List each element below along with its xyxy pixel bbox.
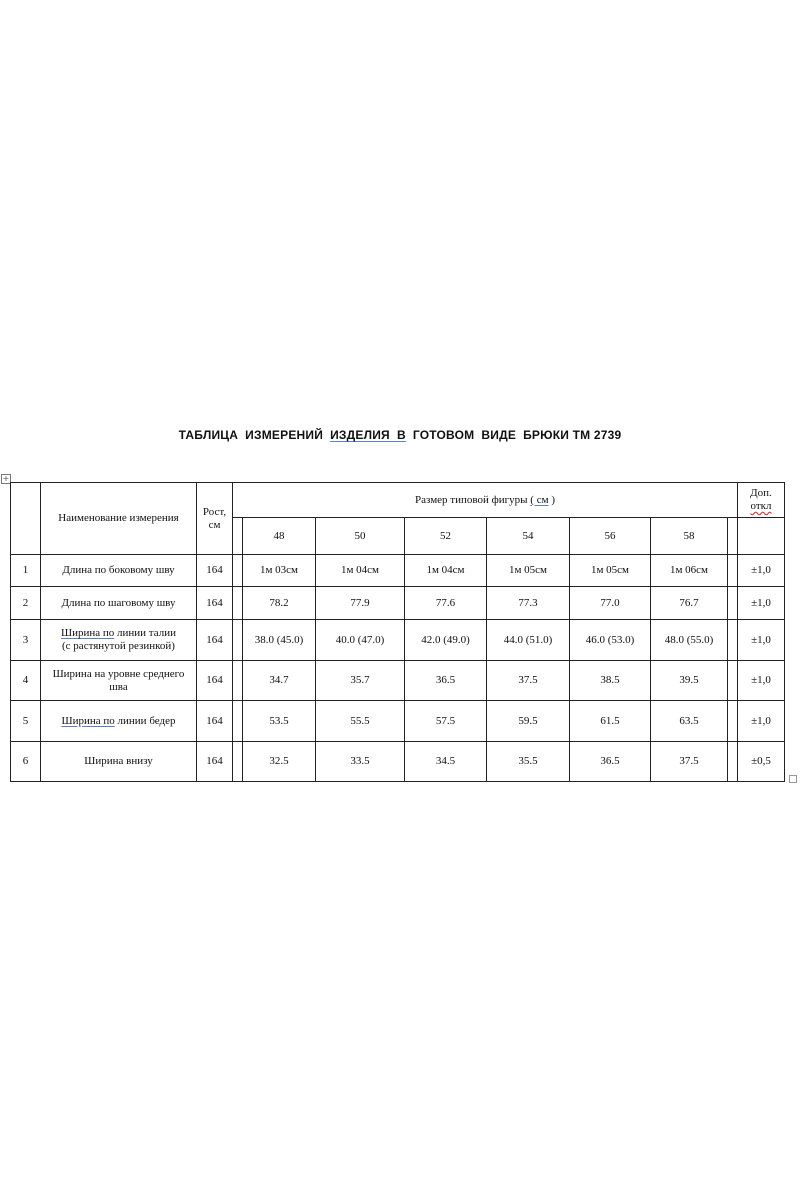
measurement-table bbox=[10, 482, 785, 782]
tolerance-value: ±1,0 bbox=[738, 587, 785, 620]
value-cell: 34.5 bbox=[405, 742, 487, 782]
spacer-cell bbox=[728, 620, 738, 661]
size-header-prefix: Размер типовой фигуры bbox=[415, 493, 531, 506]
value-cell: 37.5 bbox=[487, 661, 570, 701]
value-cell: 38.5 bbox=[570, 661, 651, 701]
height-header-line1: Рост, bbox=[202, 505, 227, 518]
measurement-name-text: Ширина на уровне среднего bbox=[52, 667, 185, 680]
size-48-header: 48 bbox=[243, 518, 316, 555]
spacer-cell bbox=[233, 518, 243, 555]
measurement-name bbox=[41, 587, 197, 620]
size-50-header: 50 bbox=[316, 518, 405, 555]
value-cell: 38.0 (45.0) bbox=[243, 620, 316, 661]
row-number: 1 bbox=[11, 555, 41, 587]
spacer-cell bbox=[728, 701, 738, 742]
value-cell: 34.7 bbox=[243, 661, 316, 701]
value-cell: 33.5 bbox=[316, 742, 405, 782]
measurement-name bbox=[41, 742, 197, 782]
value-cell: 55.5 bbox=[316, 701, 405, 742]
num-header-cell bbox=[11, 483, 41, 555]
size-52-header: 52 bbox=[405, 518, 487, 555]
measurement-name-line2: шва bbox=[109, 680, 128, 693]
value-cell: 77.3 bbox=[487, 587, 570, 620]
value-cell: 53.5 bbox=[243, 701, 316, 742]
table-row bbox=[11, 555, 785, 587]
value-cell: 1м 05см bbox=[570, 555, 651, 587]
value-cell: 36.5 bbox=[570, 742, 651, 782]
value-cell: 1м 06см bbox=[651, 555, 728, 587]
name-header: Наименование измерения bbox=[58, 512, 179, 524]
value-cell: 48.0 (55.0) bbox=[651, 620, 728, 661]
tolerance-header-cell bbox=[738, 483, 785, 518]
value-cell: 35.5 bbox=[487, 742, 570, 782]
measurement-name-text: Ширина внизу bbox=[84, 755, 153, 767]
value-cell: 35.7 bbox=[316, 661, 405, 701]
row-number: 4 bbox=[11, 661, 41, 701]
size-54-header: 54 bbox=[487, 518, 570, 555]
tolerance-value: ±1,0 bbox=[738, 555, 785, 587]
value-cell: 76.7 bbox=[651, 587, 728, 620]
value-cell: 37.5 bbox=[651, 742, 728, 782]
value-cell: 46.0 (53.0) bbox=[570, 620, 651, 661]
row-number: 2 bbox=[11, 587, 41, 620]
measurement-name-underlined: Ширина по bbox=[60, 627, 115, 639]
tolerance-value: ±0,5 bbox=[738, 742, 785, 782]
tolerance-value: ±1,0 bbox=[738, 701, 785, 742]
spacer-cell bbox=[233, 661, 243, 701]
header-row-1 bbox=[11, 483, 785, 518]
spacer-cell bbox=[233, 701, 243, 742]
value-cell: 40.0 (47.0) bbox=[316, 620, 405, 661]
spacer-cell bbox=[728, 518, 738, 555]
move-handle-icon[interactable]: + bbox=[2, 474, 10, 483]
spacer-cell bbox=[728, 661, 738, 701]
height-value: 164 bbox=[197, 701, 233, 742]
title-part-1: ТАБЛИЦА ИЗМЕРЕНИЙ bbox=[178, 428, 331, 442]
value-cell: 32.5 bbox=[243, 742, 316, 782]
row-number: 6 bbox=[11, 742, 41, 782]
value-cell: 1м 05см bbox=[487, 555, 570, 587]
table-row bbox=[11, 587, 785, 620]
value-cell: 39.5 bbox=[651, 661, 728, 701]
size-58-header: 58 bbox=[651, 518, 728, 555]
measurement-name-line2: (с растянутой резинкой) bbox=[62, 640, 175, 652]
spacer-cell bbox=[233, 587, 243, 620]
height-header-cell bbox=[197, 483, 233, 555]
measurement-name-text: линии бедер bbox=[114, 714, 176, 727]
tolerance-empty-cell bbox=[738, 518, 785, 555]
table-row bbox=[11, 661, 785, 701]
measurement-name-text: Длина по боковому шву bbox=[62, 564, 175, 576]
height-value: 164 bbox=[197, 620, 233, 661]
height-header-line2: см bbox=[208, 518, 221, 531]
value-cell: 1м 03см bbox=[243, 555, 316, 587]
measurement-name-text: линии талии bbox=[114, 627, 176, 639]
value-cell: 77.0 bbox=[570, 587, 651, 620]
row-number: 3 bbox=[11, 620, 41, 661]
value-cell: 1м 04см bbox=[405, 555, 487, 587]
row-number: 5 bbox=[11, 701, 41, 742]
table-row bbox=[11, 701, 785, 742]
height-value: 164 bbox=[197, 742, 233, 782]
size-header-suffix: ) bbox=[548, 493, 555, 506]
table-row bbox=[11, 742, 785, 782]
spacer-cell bbox=[728, 555, 738, 587]
value-cell: 77.9 bbox=[316, 587, 405, 620]
document-title bbox=[0, 428, 800, 442]
value-cell: 77.6 bbox=[405, 587, 487, 620]
table-row bbox=[11, 620, 785, 661]
spacer-cell bbox=[233, 620, 243, 661]
measurement-name bbox=[41, 620, 197, 661]
height-value: 164 bbox=[197, 555, 233, 587]
measurement-name bbox=[41, 555, 197, 587]
spacer-cell bbox=[728, 742, 738, 782]
resize-handle-icon[interactable] bbox=[789, 775, 797, 783]
size-header-unit: ( см bbox=[530, 493, 549, 506]
value-cell: 59.5 bbox=[487, 701, 570, 742]
name-header-cell bbox=[41, 483, 197, 555]
value-cell: 57.5 bbox=[405, 701, 487, 742]
tolerance-header-line1: Доп. bbox=[750, 487, 772, 499]
value-cell: 1м 04см bbox=[316, 555, 405, 587]
value-cell: 36.5 bbox=[405, 661, 487, 701]
value-cell: 63.5 bbox=[651, 701, 728, 742]
size-header-cell bbox=[233, 483, 738, 518]
height-value: 164 bbox=[197, 587, 233, 620]
spacer-cell bbox=[233, 742, 243, 782]
tolerance-value: ±1,0 bbox=[738, 661, 785, 701]
value-cell: 44.0 (51.0) bbox=[487, 620, 570, 661]
measurement-name bbox=[41, 701, 197, 742]
title-part-3: ГОТОВОМ ВИДЕ БРЮКИ ТМ 2739 bbox=[405, 428, 622, 442]
value-cell: 61.5 bbox=[570, 701, 651, 742]
value-cell: 42.0 (49.0) bbox=[405, 620, 487, 661]
measurement-name-text: Длина по шаговому шву bbox=[61, 596, 176, 609]
height-value: 164 bbox=[197, 661, 233, 701]
tolerance-value: ±1,0 bbox=[738, 620, 785, 661]
measurement-name-underlined: Ширина по bbox=[61, 714, 115, 727]
measurement-name bbox=[41, 661, 197, 701]
size-56-header: 56 bbox=[570, 518, 651, 555]
tolerance-header-line2: откл bbox=[750, 500, 772, 512]
spacer-cell bbox=[728, 587, 738, 620]
title-part-2: ИЗДЕЛИЯ В bbox=[330, 428, 406, 442]
value-cell: 78.2 bbox=[243, 587, 316, 620]
spacer-cell bbox=[233, 555, 243, 587]
